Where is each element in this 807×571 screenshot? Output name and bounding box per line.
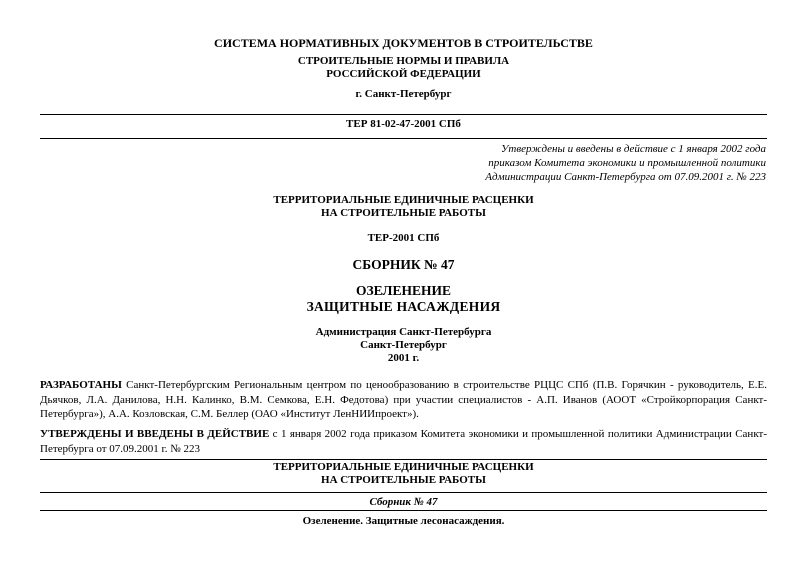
collection-number: СБОРНИК № 47 xyxy=(352,257,455,272)
approval-line1: Утверждены и введены в действие с 1 января 2002 года xyxy=(500,143,766,155)
approved-label: УТВЕРЖДЕНЫ И ВВЕДЕНЫ В ДЕЙСТВИЕ xyxy=(40,428,270,440)
subject-line1: ОЗЕЛЕНЕНИЕ xyxy=(355,283,452,298)
footer-collection: Сборник № 47 xyxy=(369,496,438,508)
divider xyxy=(40,138,767,139)
system-title: СИСТЕМА НОРМАТИВНЫХ ДОКУМЕНТОВ В СТРОИТЕЛЬСТВЕ xyxy=(214,36,593,50)
footer-title-line2: НА СТРОИТЕЛЬНЫЕ РАБОТЫ xyxy=(321,474,486,486)
publisher-org: Администрация Санкт-Петербурга xyxy=(315,326,492,338)
footer-title-line1: ТЕРРИТОРИАЛЬНЫЕ ЕДИНИЧНЫЕ РАСЦЕНКИ xyxy=(273,461,534,473)
main-title-line1: ТЕРРИТОРИАЛЬНЫЕ ЕДИНИЧНЫЕ РАСЦЕНКИ xyxy=(273,194,534,206)
main-title-line2: НА СТРОИТЕЛЬНЫЕ РАБОТЫ xyxy=(321,207,486,219)
abbreviation: ТЕР-2001 СПб xyxy=(367,232,440,244)
approved-text: с 1 января 2002 года приказом Комитета экономики и промышленной политики Администрации Санкт-Петербурга от 07.09.2001 г. № 223 xyxy=(40,428,767,455)
footer-subject: Озеленение. Защитные лесонасаждения. xyxy=(302,515,505,527)
norms-title-line2: РОССИЙСКОЙ ФЕДЕРАЦИИ xyxy=(326,68,481,80)
approved-paragraph xyxy=(40,427,767,456)
divider xyxy=(40,114,767,115)
subject-line2: ЗАЩИТНЫЕ НАСАЖДЕНИЯ xyxy=(306,299,501,314)
divider xyxy=(40,492,767,493)
approval-line2: приказом Комитета экономики и промышленной политики xyxy=(488,157,766,169)
developed-label: РАЗРАБОТАНЫ xyxy=(40,379,122,391)
developed-paragraph xyxy=(40,378,767,422)
approval-line3: Администрации Санкт-Петербурга от 07.09.2001 г. № 223 xyxy=(485,171,766,183)
divider xyxy=(40,459,767,460)
developed-text: Санкт-Петербургским Региональным центром по ценообразованию в строительстве РЦЦС СПб (П.В. Горячкин - руководитель, Е.Е. Дьячков, Л.А. Данилова, Н.Н. Калинко, В.М. Семкова, Е.Н. Федотова) при участии специалистов - А.П. Иванов (АООТ «Стройкорпорация Санкт-Петербурга»), А.А. Козловская, С.М. Беллер (ОАО «Институт ЛенНИИпроект»). xyxy=(40,379,767,420)
document-code: ТЕР 81-02-47-2001 СПб xyxy=(346,118,461,130)
divider xyxy=(40,510,767,511)
norms-title-line1: СТРОИТЕЛЬНЫЕ НОРМЫ И ПРАВИЛА xyxy=(297,55,510,67)
city-label: г. Санкт-Петербург xyxy=(355,88,452,100)
publisher-year: 2001 г. xyxy=(387,352,420,364)
publisher-city: Санкт-Петербург xyxy=(360,339,447,351)
